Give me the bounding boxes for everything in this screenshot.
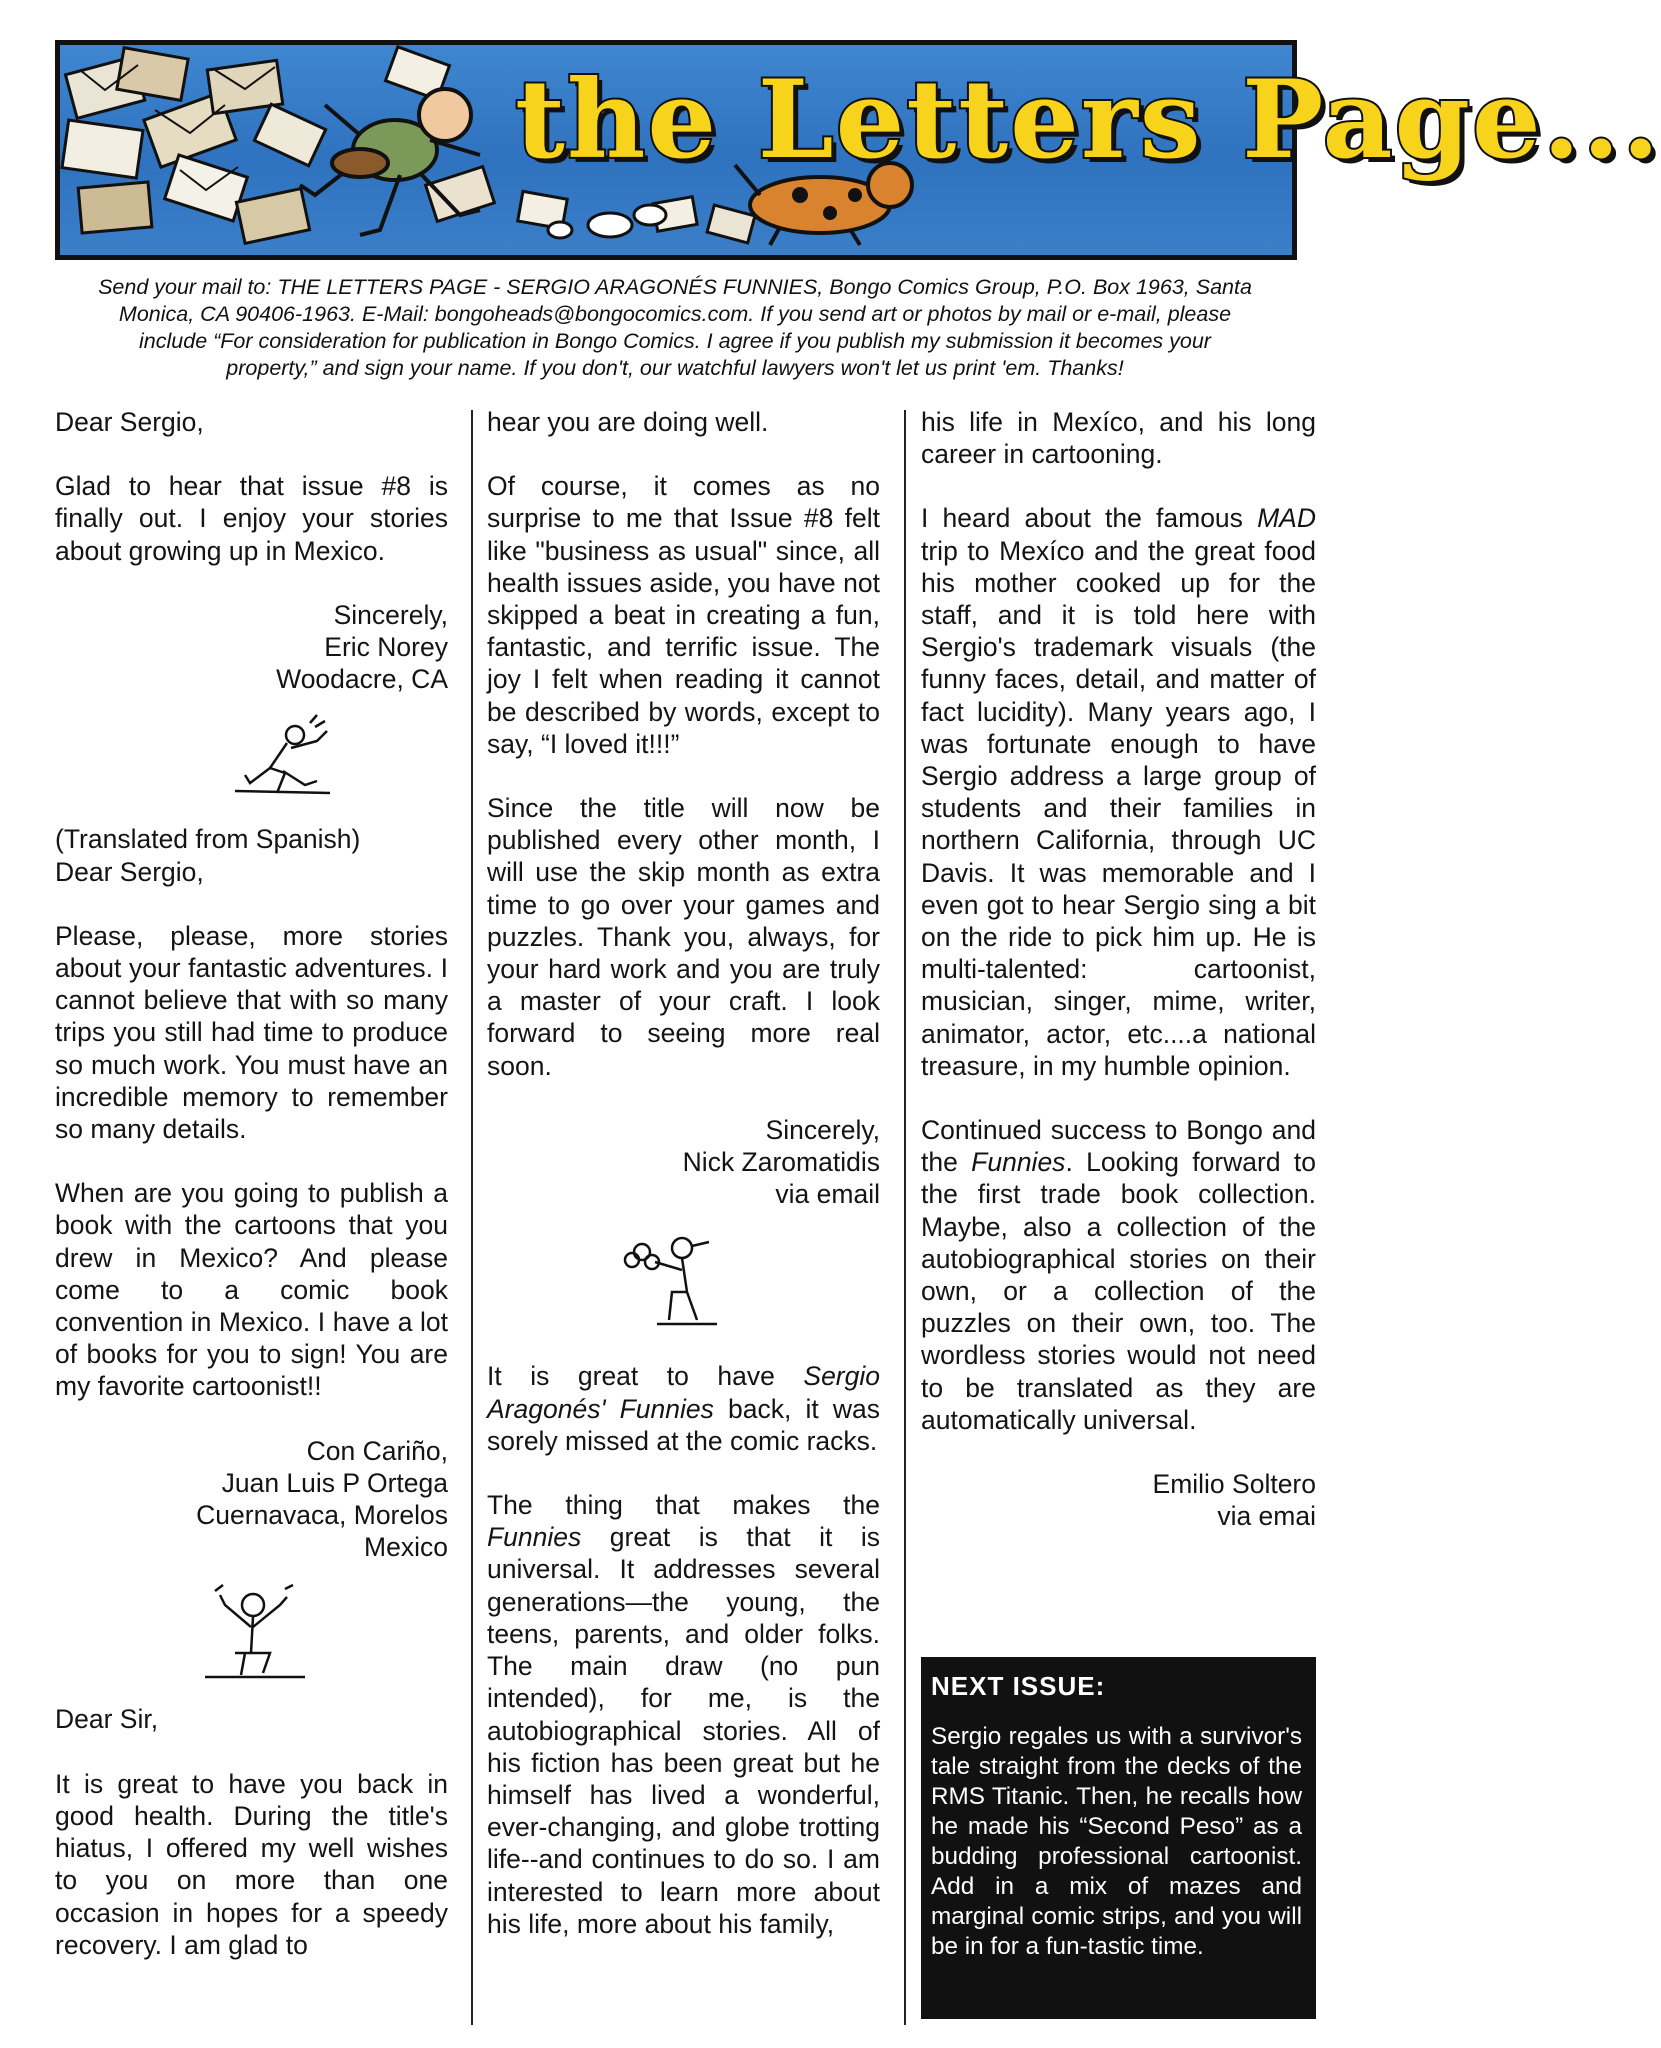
letter-paragraph: Please, please, more stories about your fantastic adventures. I cannot believe that with so many trips you still had time to produce so much work. You must have an incredible memory to remember so many details. bbox=[55, 920, 448, 1145]
letter-greeting: Dear Sergio, bbox=[55, 407, 204, 437]
letter-paragraph: The thing that makes the Funnies great is that it is universal. It addresses several generations—the young, the teens, parents, and older folks. The main draw (no pun intended), for me, is the autobiographical stories. All of his fiction has been great but he himself has lived a wonderful, ever-changing, and globe trotting life--and continues to do so. I am interested to learn more about his life, more about his family, bbox=[487, 1490, 880, 1939]
column-1 bbox=[55, 406, 448, 1961]
column-2 bbox=[487, 406, 880, 1940]
next-issue-box bbox=[921, 1657, 1316, 2019]
column-3 bbox=[921, 406, 1316, 1557]
letter-paragraph: hear you are doing well. bbox=[487, 407, 769, 437]
letter-greeting: Dear Sir, bbox=[55, 1704, 159, 1735]
next-issue-body: Sergio regales us with a survivor's tale straight from the decks of the RMS Titanic. Then, he recalls how he made his “Second Peso” as a budding professional cartoonist. Add in a mix of mazes and marginal comic strips, and you will be in for a fun-tastic time. bbox=[931, 1723, 1302, 1960]
letter-paragraph: Since the title will now be published every other month, I will use the skip month as extra time to go over your games and puzzles. Thank you, always, for your hard work and you are truly a master of your craft. I look forward to seeing more real soon. bbox=[487, 793, 880, 1081]
letter-signature: Sincerely, Nick Zaromatidis via email bbox=[682, 1114, 880, 1210]
letter-signature: Sincerely, Eric Norey Woodacre, CA bbox=[276, 599, 448, 695]
letter-paragraph: It is great to have Sergio Aragonés' Funnies back, it was sorely missed at the comic racks. bbox=[487, 1361, 880, 1456]
letters-page-banner bbox=[55, 40, 1661, 260]
letter-body: Glad to hear that issue #8 is finally out. I enjoy your stories about growing up in Mexico. bbox=[55, 471, 448, 566]
letter-greeting: Dear Sergio, bbox=[55, 856, 204, 887]
letter-paragraph: It is great to have you back in good health. During the title's hiatus, I offered my well wishes to you on more than one occasion in hopes for a speedy recovery. I am glad to bbox=[55, 1768, 448, 1960]
dancing-doodle-illustration bbox=[55, 713, 448, 803]
next-issue-title: NEXT ISSUE: bbox=[931, 1671, 1106, 1701]
translation-note: (Translated from Spanish) bbox=[55, 824, 361, 855]
submission-instructions: Send your mail to: THE LETTERS PAGE - SERGIO ARAGONÉS FUNNIES, Bongo Comics Group, P.O. Box 1963, Santa Monica, CA 90406-1963. E-Mail: bongoheads@bongocomics.com. If you send art or photos by mail or e-mail, please include “For consideration for publication in Bongo Comics. I agree if you publish my submission it becomes your property,” and sign your name. If you don't, our watchful lawyers won't let us print 'em. Thanks! bbox=[98, 275, 1252, 380]
letter-paragraph: his life in Mexíco, and his long career in cartooning. bbox=[921, 407, 1316, 470]
letter-paragraph: I heard about the famous MAD trip to Mexíco and the great food his mother cooked up for the staff, and it is told here with Sergio's trademark visuals (the funny faces, detail, and matter of fact lucidity). Many years ago, I was fortunate enough to have Sergio address a large group of students and their families in northern California, through UC Davis. It was memorable and I even got to hear Sergio sing a bit on the ride to pick him up. He is multi-talented: cartoonist, musician, singer, mime, writer, animator, actor, etc....a national treasure, in my humble opinion. bbox=[921, 503, 1316, 1081]
letter-paragraph: Of course, it comes as no surprise to me that Issue #8 felt like "business as usual" since, all health issues aside, you have not skipped a beat in creating a fun, fantastic, and terrific issue. The joy I felt when reading it cannot be described by words, except to say, “I loved it!!!” bbox=[487, 471, 880, 759]
column-divider bbox=[904, 410, 906, 2025]
letter-paragraph: Continued success to Bongo and the Funnies. Looking forward to the first trade book collection. Maybe, also a collection of the autobiographical stories on their own, or a collection of the puzzles on their own, too. The wordless stories would not need to be translated as they are automatically universal. bbox=[921, 1115, 1317, 1435]
flower-doodle-illustration bbox=[487, 1230, 880, 1330]
column-divider bbox=[471, 410, 473, 2025]
letter-signature: Con Cariño, Juan Luis P Ortega Cuernavaca, Morelos Mexico bbox=[196, 1435, 448, 1563]
banner-title: the Letters Page... bbox=[515, 57, 1661, 183]
cheering-doodle-illustration bbox=[55, 1583, 448, 1683]
letter-signature: Emilio Soltero via emai bbox=[1152, 1469, 1316, 1532]
letter-paragraph: When are you going to publish a book with the cartoons that you drew in Mexico? And please come to a comic book convention in Mexico. I have a lot of books for you to sign! You are my favorite cartoonist!! bbox=[55, 1178, 448, 1402]
